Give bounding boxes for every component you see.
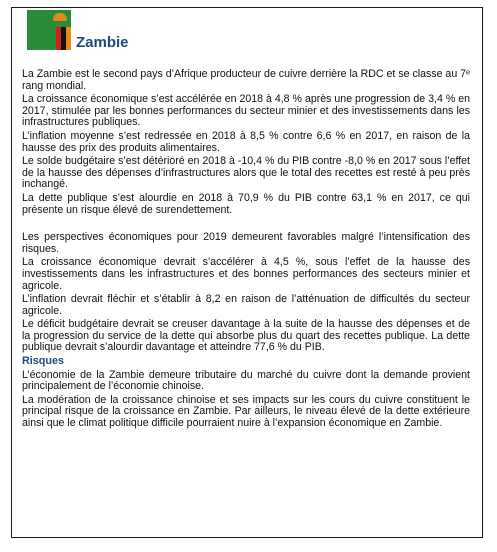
flag-eagle (53, 13, 67, 21)
outlook-paragraph-3: L’inflation devrait fléchir et s’établir à 8,2 en raison de l’atténuation de difficultés du secteur agricole. (22, 293, 470, 317)
flag-stripe-orange (66, 27, 71, 50)
page-title: Zambie (76, 34, 129, 51)
risks-heading: Risques (22, 355, 65, 368)
intro-paragraph-2: La croissance économique s’est accélérée en 2018 à 4,8 % après une progression de 3,4 % en 2017, stimulée par les bonnes performances du secteur minier et des investissements dans les infrastructures publiques. (22, 93, 470, 129)
document-body (22, 69, 470, 432)
risks-paragraph-1: L’économie de la Zambie demeure tributaire du marché du cuivre dont la demande provient principalement de l’économie chinoise. (22, 368, 470, 393)
risks-paragraph-2: La modération de la croissance chinoise et ses impacts sur les cours du cuivre constituent le principal risque de la croissance en Zambie. Par ailleurs, le niveau élevé de la dette extérieure ainsi que le climat politique difficile pourraient nuire à l’expansion économique en Zambie. (22, 393, 470, 430)
intro-paragraph-3: L’inflation moyenne s’est redressée en 2018 à 8,5 % contre 6,6 % en 2017, en raison de la hausse des prix des produits alimentaires. (22, 129, 470, 154)
outlook-paragraph-4: Le déficit budgétaire devrait se creuser davantage à la suite de la hausse des dépenses et de la progression du service de la dette qui absorbe plus du quart des recettes publique. La dette publique devrait s’alourdir davantage et atteindre 77,6 % du PIB. (22, 318, 470, 354)
outlook-paragraph-1: Les perspectives économiques pour 2019 demeurent favorables malgré l’intensification des risques. (22, 231, 470, 255)
zambia-flag-icon (27, 10, 71, 50)
intro-paragraph-4: Le solde budgétaire s’est détérioré en 2018 à -10,4 % du PIB contre -8,0 % en 2017 sous l’effet de la hausse des dépenses d’infrastructures alors que le total des recettes est resté à peu près inchangé. (22, 155, 470, 191)
outlook-paragraph-2: La croissance économique devrait s’accélérer à 4,5 %, sous l’effet de la hausse des investissements dans les infrastructures et des bonnes performances des secteurs minier et agricole. (22, 256, 470, 292)
intro-paragraph-5: La dette publique s’est alourdie en 2018 à 70,9 % du PIB contre 63,1 % en 2017, ce qui présente un risque élevé de surendettement. (22, 191, 470, 216)
intro-paragraph-1: La Zambie est le second pays d’Afrique producteur de cuivre derrière la RDC et se classe au 7ᵉ rang mondial. (22, 68, 470, 92)
